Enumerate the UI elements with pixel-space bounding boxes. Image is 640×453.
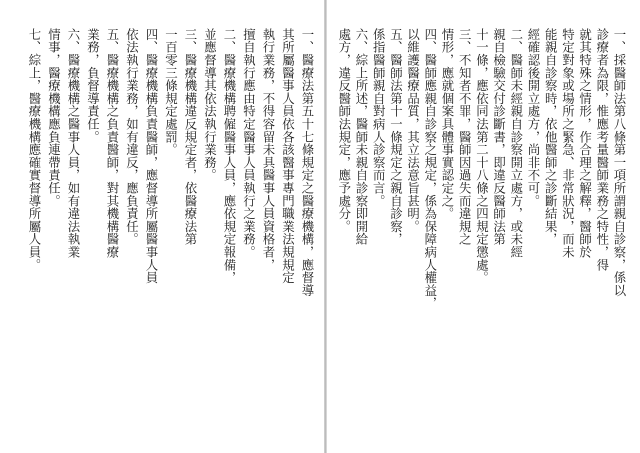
left-page-column: 擅自執行應由特定醫事人員執行之業務。: [241, 28, 257, 259]
right-page-column: 一、採醫師法第八條第一項所謂親自診察，係以: [612, 28, 627, 297]
left-page-column: 情事，醫療機構應負連帶責任。: [46, 28, 62, 208]
right-page-column: 五、醫師法第十一條規定之親自診察，: [388, 28, 404, 246]
left-page-column: 三、醫療機構違反規定者，依醫療法第: [183, 28, 198, 246]
right-page-column: 二、醫師未經親自診察開立處方，或未經: [508, 28, 524, 259]
left-page-column: 五、醫療機構之負責醫師，對其機構醫療: [105, 28, 120, 259]
right-page-column: 經確認後開立處方，尚非不可。: [526, 28, 541, 208]
right-page-column: 就其特殊之情形，作合理之解釋，醫師於: [577, 28, 593, 259]
left-page-column: 業務，負督導責任。: [85, 28, 101, 144]
left-page-column: 一、醫療法第五十七條規定之醫療機構，應督導: [300, 28, 315, 297]
right-page-column: 係指醫師親自對病人診察而言。: [371, 28, 387, 208]
right-page-column: 以維護醫療品質，其立法意旨甚明。: [405, 28, 421, 233]
right-page-column: 能親自診察時，依他醫師之診斷結果，: [543, 28, 559, 246]
right-page-column: 處方，違反醫師法規定，應予處分。: [336, 28, 352, 233]
right-page-column: 情形，應就個案具體事實認定之。: [440, 28, 455, 220]
left-page-column: 依法執行業務，如有違反，應負責任。: [124, 28, 140, 246]
left-page-column: 四、醫療機構負責醫師，應督導所屬醫事人員: [144, 28, 159, 284]
left-page-column: 一百零三條規定處罰。: [163, 28, 179, 156]
right-page-column: 四、醫師應親自診察之規定，係為保障病人權益，: [422, 28, 438, 310]
left-page-column: 六、醫療機構之醫事人員，如有違法執業: [66, 28, 81, 259]
left-page-column: 並應督導其依法執行業務。: [202, 28, 218, 182]
right-page-column: 六、綜上所述，醫師未親自診察即開給: [354, 28, 369, 246]
left-page-column: 二、醫療機構聘僱醫事人員，應依規定報備，: [222, 28, 237, 284]
right-page-column: 親自檢驗交付診斷書，即違反醫師法第: [491, 28, 507, 246]
left-page-column: 其所屬醫事人員依各該醫事專門職業法規規定: [280, 28, 296, 284]
right-page-column: 十一條，應依同法第二十八條之四規定懲處。: [474, 28, 490, 284]
right-page-column: 診療者為限，惟應考量醫師業務之特性，得: [594, 28, 610, 272]
left-page-column: 七、綜上，醫療機構應確實督導所屬人員。: [27, 28, 42, 272]
page-fold: [324, 0, 327, 453]
left-page-column: 執行業務，不得容留未具醫事人員資格者，: [261, 28, 276, 272]
right-page-column: 三、不知者不罪，醫師因過失而違規之: [457, 28, 473, 246]
right-page-column: 特定對象或場所之緊急、非常狀況，而未: [560, 28, 576, 259]
